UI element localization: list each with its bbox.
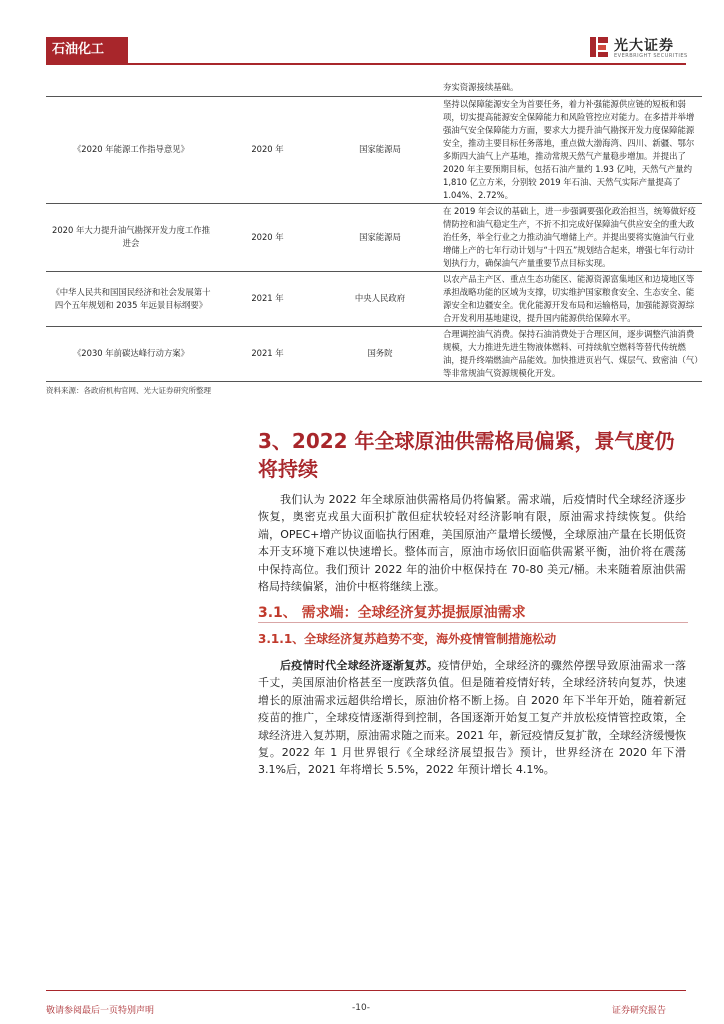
table-row: [46, 271, 702, 326]
table-cell-year: [216, 80, 319, 96]
policy-table: [46, 80, 702, 382]
table-cell-org: 国家能源局: [319, 203, 441, 271]
table-cell-org: 国家能源局: [319, 96, 441, 203]
table-cell-year: 2021 年: [216, 326, 319, 381]
table-row: [46, 203, 702, 271]
brand-logo-icon: [588, 35, 610, 59]
table-cell-year: 2021 年: [216, 271, 319, 326]
table-cell-doc: 《2030 年前碳达峰行动方案》: [46, 326, 216, 381]
subsection-divider: [258, 622, 688, 623]
table-cell-org: 国务院: [319, 326, 441, 381]
table-cell-org: 中央人民政府: [319, 271, 441, 326]
table-cell-year: 2020 年: [216, 96, 319, 203]
table-source-note: 资料来源：各政府机构官网、光大证券研究所整理: [46, 386, 211, 395]
page-number: -10-: [352, 1003, 370, 1013]
table-row: [46, 96, 702, 203]
table-cell-org: [319, 80, 441, 96]
brand-name-en: EVERBRIGHT SECURITIES: [614, 53, 688, 59]
table-cell-doc: [46, 80, 216, 96]
brand-name: 光大证券: [614, 38, 674, 54]
brand-logo: [588, 33, 688, 63]
table-cell-doc: 《中华人民共和国国民经济和社会发展第十四个五年规划和 2035 年远景目标纲要》: [46, 271, 216, 326]
table-cell-content: 以农产品主产区、重点生态功能区、能源资源富集地区和边境地区等承担战略功能的区域为支撑，切实维护国家粮食安全、生态安全、能源安全和边疆安全。优化能源开发布局和运输格局，加强能源资源综合开发利用基地建设，提升国内能源供给保障水平。: [441, 271, 702, 326]
header-divider: [46, 63, 686, 65]
sub-subsection-heading: 3.1.1、全球经济复苏趋势不变，海外疫情管制措施松动: [258, 632, 557, 646]
subsection-heading: 3.1、 需求端：全球经济复苏提振原油需求: [258, 605, 526, 621]
table-cell-doc: 《2020 年能源工作指导意见》: [46, 96, 216, 203]
table-row: [46, 80, 702, 96]
table-cell-content: 坚持以保障能源安全为首要任务，着力补强能源供应链的短板和弱项，切实提高能源安全保障能力和风险管控应对能力。在多措并举增强油气安全保障能力方面，要求大力提升油气勘探开发力度保障能源安全，推动主要目标任务落地，重点做大渤海湾、四川、新疆、鄂尔多斯四大油气上产基地，推动常规天然气产量稳步增加。并提出了 2020 年主要预期目标，包括石油产量约 1.93 亿吨，天然气产量约 1,810 亿立方米，分别较 2019 年石油、天然气实际产量提高了 1.04%、2.72%。: [441, 96, 702, 203]
report-type: 证券研究报告: [612, 1006, 667, 1016]
paragraph-lead: 后疫情时代全球经济逐渐复苏。: [280, 659, 438, 672]
table-cell-doc: 2020 年大力提升油气勘探开发力度工作推进会: [46, 203, 216, 271]
table-row: [46, 326, 702, 381]
section-tag: 石油化工: [46, 37, 128, 63]
footer-divider: [46, 990, 686, 991]
disclaimer-link[interactable]: 敬请参阅最后一页特别声明: [46, 1006, 155, 1016]
paragraph-text: 疫情伊始，全球经济的骤然停摆导致原油需求一落千丈，美国原油价格甚至一度跌落负值。但是随着疫情好转，全球经济转向复苏，快速增长的原油需求远超供给增长，原油价格不断上扬。自 2020 年下半年开始，随着新冠疫苗的推广，全球疫情逐渐得到控制，各国逐渐开始复工复产并放松疫情管控政策，全球经济进入复苏期，原油需求随之而来。2021 年，新冠疫情反复扩散，全球经济缓慢恢复。2022 年 1 月世界银行《全球经济展望报告》预计，世界经济在 2020 年下滑 3.1%后，2021 年将增长 5.5%，2022 年预计增长 4.1%。: [258, 659, 686, 777]
table-cell-content: 合理调控油气消费。保持石油消费处于合理区间，逐步调整汽油消费规模，大力推进先进生物液体燃料、可持续航空燃料等替代传统燃油，提升终端燃油产品能效。加快推进页岩气、煤层气、致密油（气）等非常规油气资源规模化开发。: [441, 326, 702, 381]
section-heading: 3、2022 年全球原油供需格局偏紧，景气度仍将持续: [258, 429, 675, 481]
table-cell-year: 2020 年: [216, 203, 319, 271]
table-cell-content: 夯实资源接续基础。: [441, 80, 702, 96]
section-paragraph: 我们认为 2022 年全球原油供需格局仍将偏紧。需求端，后疫情时代全球经济逐步恢复，奥密克戎虽大面积扩散但症状较轻对经济影响有限，原油需求持续恢复。供给端，OPEC+增产协议面临执行困难，美国原油产量增长缓慢，全球原油产量在长期低资本开支环境下难以快速增长。整体而言，原油市场依旧面临供需紧平衡，油价将在震荡中保持高位。我们预计 2022 年的油价中枢保持在 70-80 美元/桶。未来随着原油供需格局持续偏紧，油价中枢将继续上涨。: [258, 493, 686, 594]
table-cell-content: 在 2019 年会议的基础上，进一步强调要强化政治担当，统筹做好疫情防控和油气稳定生产，不折不扣完成好保障油气供应安全的重大政治任务，举全行业之力推动油气增储上产。并提出要将实施油气行业增储上产的七年行动计划与“十四五”规划结合起来，增强七年行动计划执行力，确保油气产量重要节点目标实现。: [441, 203, 702, 271]
body-paragraph: [258, 657, 686, 779]
